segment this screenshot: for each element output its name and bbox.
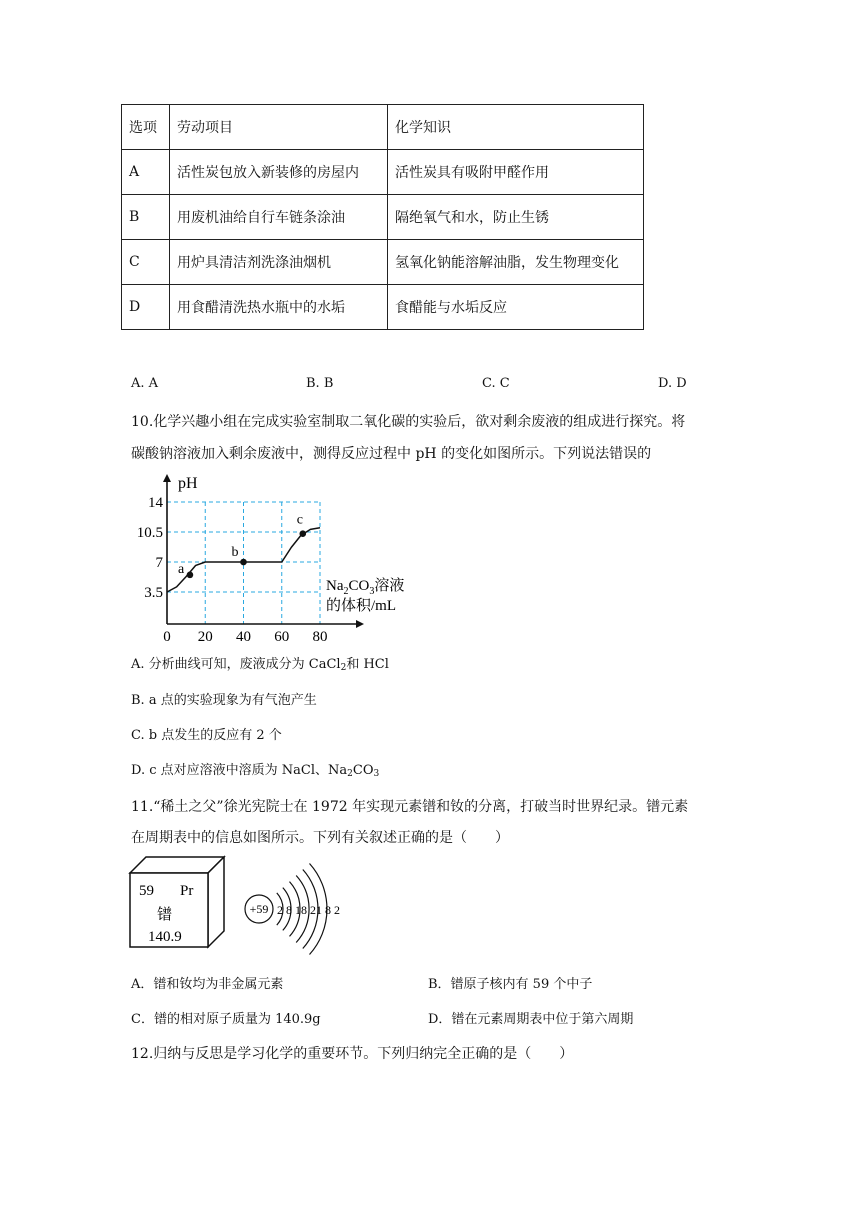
- table-cell: 用食醋清洗热水瓶中的水垢: [170, 285, 388, 330]
- point-label-c: c: [296, 512, 304, 528]
- q9-option-c[interactable]: C. C: [482, 376, 510, 391]
- x-tick-label: 40: [236, 629, 251, 642]
- atomic-mass: 140.9: [148, 929, 182, 945]
- x-tick-label: 0: [163, 629, 171, 642]
- q12-stem: 12.归纳与反思是学习化学的重要环节。下列归纳完全正确的是（ ）: [131, 1046, 574, 1062]
- element-cell: [128, 855, 228, 950]
- q9-option-b[interactable]: B. B: [306, 376, 334, 391]
- y-axis-arrow: [163, 474, 171, 482]
- table-row: [122, 285, 644, 330]
- y-tick-label: 7: [155, 555, 163, 571]
- x-tick-label: 20: [197, 629, 213, 642]
- question-9-table: [121, 104, 644, 330]
- point-label-a: a: [177, 561, 185, 577]
- table-cell: 氢氧化钠能溶解油脂，发生物理变化: [388, 240, 644, 285]
- header-cell: 化学知识: [388, 105, 644, 150]
- q11-option-b[interactable]: B．镨原子核内有 59 个中子: [428, 977, 593, 992]
- header-cell: 劳动项目: [170, 105, 388, 150]
- header-cell: 选项: [122, 105, 170, 150]
- point-label-b: b: [231, 545, 239, 560]
- table-row: [122, 240, 644, 285]
- q11-option-c[interactable]: C．镨的相对原子质量为 140.9g: [131, 1012, 321, 1027]
- chart-points: [178, 513, 306, 578]
- table-header-row: [122, 105, 644, 150]
- table-cell: 隔绝氧气和水，防止生锈: [388, 195, 644, 240]
- table-cell: B: [122, 195, 170, 240]
- table-cell: D: [122, 285, 170, 330]
- x-axis-label-line-2: 的体积/mL: [326, 598, 396, 614]
- q9-option-d[interactable]: D. D: [658, 376, 687, 391]
- table-cell: 用废机油给自行车链条涂油: [170, 195, 388, 240]
- q10-stem-line-1: 10.化学兴趣小组在完成实验室制取二氧化碳的实验后，欲对剩余废液的组成进行探究。将: [131, 414, 686, 430]
- x-axis-label-line-1: $Na_2CO_3$溶液: [326, 578, 405, 597]
- q11-stem-line-1: 11.“稀土之父”徐光宪院士在 1972 年实现元素镨和钕的分离，打破当时世界纪录。镨元素: [131, 799, 689, 815]
- q11-stem-line-2: 在周期表中的信息如图所示。下列有关叙述正确的是（ ）: [131, 830, 509, 846]
- nucleus-charge: +59: [249, 902, 269, 916]
- x-axis-arrow: [356, 620, 364, 628]
- point-c: [299, 530, 306, 537]
- q10-stem-line-2: 碳酸钠溶液加入剩余废液中，测得反应过程中 pH 的变化如图所示。下列说法错误的: [131, 446, 652, 462]
- q9-option-a[interactable]: A. A: [131, 376, 159, 391]
- atomic-number: 59: [139, 883, 154, 899]
- element-symbol: Pr: [180, 883, 194, 899]
- q10-option-d[interactable]: D. c 点对应溶液中溶质为 NaCl、$Na_2CO_3$: [131, 763, 380, 779]
- point-a: [187, 572, 194, 579]
- y-tick-label: 10.5: [136, 525, 163, 541]
- y-tick-label: 14: [148, 495, 163, 511]
- table-cell: 用炉具清洁剂洗涤油烟机: [170, 240, 388, 285]
- q11-option-d[interactable]: D．镨在元素周期表中位于第六周期: [428, 1012, 634, 1027]
- element-name: 镨: [157, 907, 173, 923]
- table-row: [122, 195, 644, 240]
- y-tick-label: 3.5: [144, 585, 163, 601]
- table-cell: 活性炭具有吸附甲醛作用: [388, 150, 644, 195]
- table-cell: 活性炭包放入新装修的房屋内: [170, 150, 388, 195]
- atom-structure-diagram: [240, 855, 360, 955]
- table-cell: A: [122, 150, 170, 195]
- shell-electron-counts: 2 8 18 21 8 2: [277, 903, 340, 917]
- q10-option-a[interactable]: A. 分析曲线可知，废液成分为 CaCl$_2$和 HCl: [131, 657, 389, 673]
- q10-option-b[interactable]: B. a 点的实验现象为有气泡产生: [131, 693, 317, 708]
- point-b: [240, 559, 247, 566]
- q10-option-c[interactable]: C. b 点发生的反应有 2 个: [131, 728, 282, 743]
- x-tick-label: 60: [274, 629, 290, 642]
- x-tick-label: 80: [312, 629, 328, 642]
- table-cell: 食醋能与水垢反应: [388, 285, 644, 330]
- table-cell: C: [122, 240, 170, 285]
- ph-chart: [130, 472, 450, 642]
- table-row: [122, 150, 644, 195]
- cell-side-face: [208, 857, 224, 947]
- q11-option-a[interactable]: A．镨和钕均为非金属元素: [131, 977, 284, 992]
- y-axis-label: pH: [178, 475, 198, 492]
